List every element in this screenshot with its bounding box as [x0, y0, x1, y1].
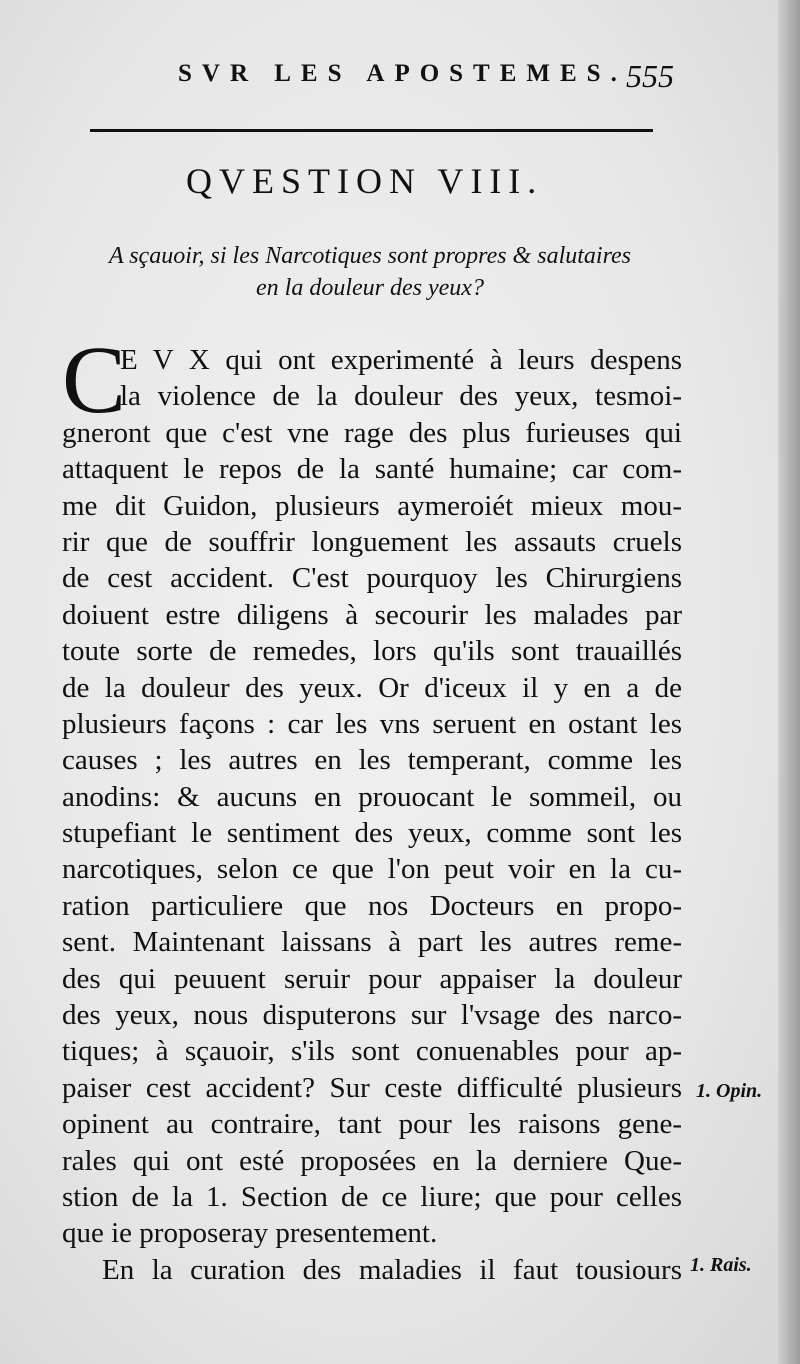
text-line: des qui peuuent seruir pour appaiser la douleur [62, 962, 682, 995]
question-title: QVESTION VIII. [186, 161, 544, 201]
text-line: sent. Maintenant laissans à part les autres reme- [62, 926, 682, 959]
text-line: tiques; à sçauoir, s'ils sont conuenables pour ap- [62, 1035, 682, 1068]
text-line: que ie proposeray presentement. [62, 1217, 438, 1250]
text-line: attaquent le repos de la santé humaine; car com- [62, 453, 682, 486]
drop-cap: C [62, 326, 127, 433]
margin-note-reason: 1. Rais. [690, 1254, 752, 1276]
text-line: me dit Guidon, plusieurs aymeroiét mieux mou- [62, 489, 682, 522]
text-line: narcotiques, selon ce que l'on peut voir en la cu- [62, 853, 682, 886]
running-head: SVR LES APOSTEMES. [178, 60, 627, 87]
text-line: la violence de la douleur des yeux, tesmoi- [120, 380, 682, 413]
text-line: paiser cest accident? Sur ceste difficulté plusieurs [62, 1071, 682, 1104]
subtitle-line: en la douleur des yeux? [256, 275, 484, 301]
text-line: rales qui ont esté proposées en la derniere Que- [62, 1144, 682, 1177]
text-line: E V X qui ont experimenté à leurs despens [120, 344, 682, 376]
text-line: anodins: & aucuns en prouocant le sommeil, ou [62, 780, 682, 813]
text-line: ration particuliere que nos Docteurs en propo- [62, 889, 682, 922]
book-spine-shadow [778, 0, 800, 1364]
body-text [62, 326, 682, 1288]
text-line: stion de la 1. Section de ce liure; que pour celles [62, 1180, 682, 1213]
text-line: de cest accident. C'est pourquoy les Chirurgiens [62, 562, 682, 595]
text-line: causes ; les autres en les temperant, comme les [62, 744, 682, 777]
page-number: 555 [626, 58, 674, 94]
text-line: stupefiant le sentiment des yeux, comme sont les [62, 817, 682, 850]
question-subtitle [60, 240, 680, 304]
text-line: de la douleur des yeux. Or d'iceux il y en a de [62, 671, 682, 704]
text-line: opinent au contraire, tant pour les raisons gene- [62, 1108, 682, 1141]
margin-note-opinion: 1. Opin. [696, 1080, 763, 1102]
text-line: plusieurs façons : car les vns seruent en ostant les [62, 707, 682, 740]
text-line: gneront que c'est vne rage des plus furieuses qui [62, 416, 682, 449]
text-line: En la curation des maladies il faut tousiours [102, 1253, 682, 1286]
text-line: doiuent estre diligens à secourir les malades par [62, 598, 682, 631]
text-line: toute sorte de remedes, lors qu'ils sont trauaillés [62, 635, 682, 668]
header-rule [90, 129, 653, 132]
text-line: des yeux, nous disputerons sur l'vsage des narco- [62, 999, 682, 1032]
subtitle-line: A sçauoir, si les Narcotiques sont propres & salutaires [108, 243, 632, 269]
text-line: rir que de souffrir longuement les assauts cruels [62, 525, 682, 558]
